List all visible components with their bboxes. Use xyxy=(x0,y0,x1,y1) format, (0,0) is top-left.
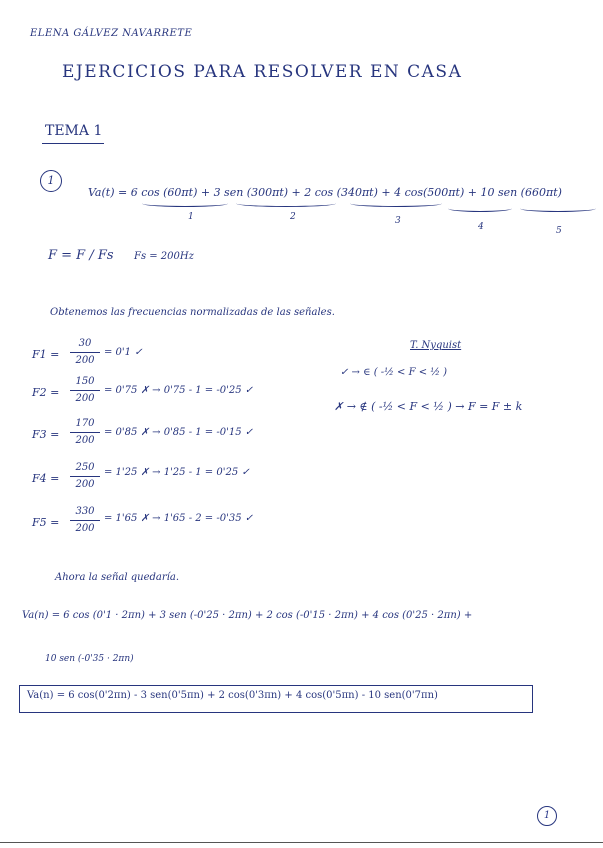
fraction-bar xyxy=(70,476,100,477)
freq-numerator: 150 xyxy=(75,376,95,387)
fraction-bar xyxy=(70,352,100,353)
freq-result: = 0'75 ✗ → 0'75 - 1 = -0'25 ✓ xyxy=(104,385,254,396)
author-name: ELENA GÁLVEZ NAVARRETE xyxy=(30,28,193,39)
nyquist-title: T. Nyquist xyxy=(410,340,462,351)
result-equation-line1: Va(n) = 6 cos (0'1 · 2πn) + 3 sen (-0'25 · 2πn) + 2 cos (-0'15 · 2πn) + 4 cos (0'25 · 2πn) + xyxy=(22,610,473,621)
freq-numerator: 30 xyxy=(78,338,92,349)
exercise-number: 1 xyxy=(40,170,62,192)
term-label: 3 xyxy=(395,216,401,226)
term-label: 4 xyxy=(478,222,484,232)
freq-denominator: 200 xyxy=(75,393,95,404)
term-brace xyxy=(350,200,442,207)
freq-denominator: 200 xyxy=(75,479,95,490)
freq-result: = 0'1 ✓ xyxy=(104,347,143,358)
term-brace xyxy=(142,200,228,207)
nyquist-valid-rule: ✓ → ∈ ( -½ < F < ½ ) xyxy=(340,367,448,378)
freq-label: F5 = xyxy=(32,516,60,529)
term-brace xyxy=(520,205,596,212)
fraction-bar xyxy=(70,520,100,521)
freq-result: = 0'85 ✗ → 0'85 - 1 = -0'15 ✓ xyxy=(104,427,254,438)
nyquist-invalid-rule: ✗ → ∉ ( -½ < F < ½ ) → F = F ± k xyxy=(334,400,523,413)
normalization-formula: F = F / Fs xyxy=(48,248,114,263)
result-equation-line2: 10 sen (-0'35 · 2πn) xyxy=(45,654,134,664)
page-title: EJERCICIOS PARA RESOLVER EN CASA xyxy=(62,62,463,82)
section-title: TEMA 1 xyxy=(45,123,103,139)
section-underline xyxy=(42,143,104,144)
intro-text: Obtenemos las frecuencias normalizadas de las señales. xyxy=(50,307,335,318)
freq-label: F1 = xyxy=(32,348,60,361)
freq-result: = 1'65 ✗ → 1'65 - 2 = -0'35 ✓ xyxy=(104,513,254,524)
fraction-bar xyxy=(70,432,100,433)
freq-numerator: 330 xyxy=(75,506,95,517)
term-label: 5 xyxy=(556,226,562,236)
signal-equation: Va(t) = 6 cos (60πt) + 3 sen (300πt) + 2 cos (340πt) + 4 cos(500πt) + 10 sen (660πt) xyxy=(88,186,562,199)
sampling-frequency: Fs = 200Hz xyxy=(134,251,194,262)
term-label: 2 xyxy=(290,212,296,222)
freq-denominator: 200 xyxy=(75,523,95,534)
freq-numerator: 170 xyxy=(75,418,95,429)
page-number: 1 xyxy=(537,806,557,826)
result-intro: Ahora la señal quedaría. xyxy=(55,572,180,583)
term-brace xyxy=(236,200,336,207)
term-brace xyxy=(448,205,512,212)
freq-label: F2 = xyxy=(32,386,60,399)
final-result-equation: Va(n) = 6 cos(0'2πn) - 3 sen(0'5πn) + 2 cos(0'3πn) + 4 cos(0'5πn) - 10 sen(0'7πn) xyxy=(27,690,438,701)
term-label: 1 xyxy=(188,212,194,222)
freq-denominator: 200 xyxy=(75,435,95,446)
fraction-bar xyxy=(70,390,100,391)
freq-label: F3 = xyxy=(32,428,60,441)
freq-result: = 1'25 ✗ → 1'25 - 1 = 0'25 ✓ xyxy=(104,467,250,478)
freq-denominator: 200 xyxy=(75,355,95,366)
freq-numerator: 250 xyxy=(75,462,95,473)
freq-label: F4 = xyxy=(32,472,60,485)
page-bottom-edge xyxy=(0,842,603,843)
